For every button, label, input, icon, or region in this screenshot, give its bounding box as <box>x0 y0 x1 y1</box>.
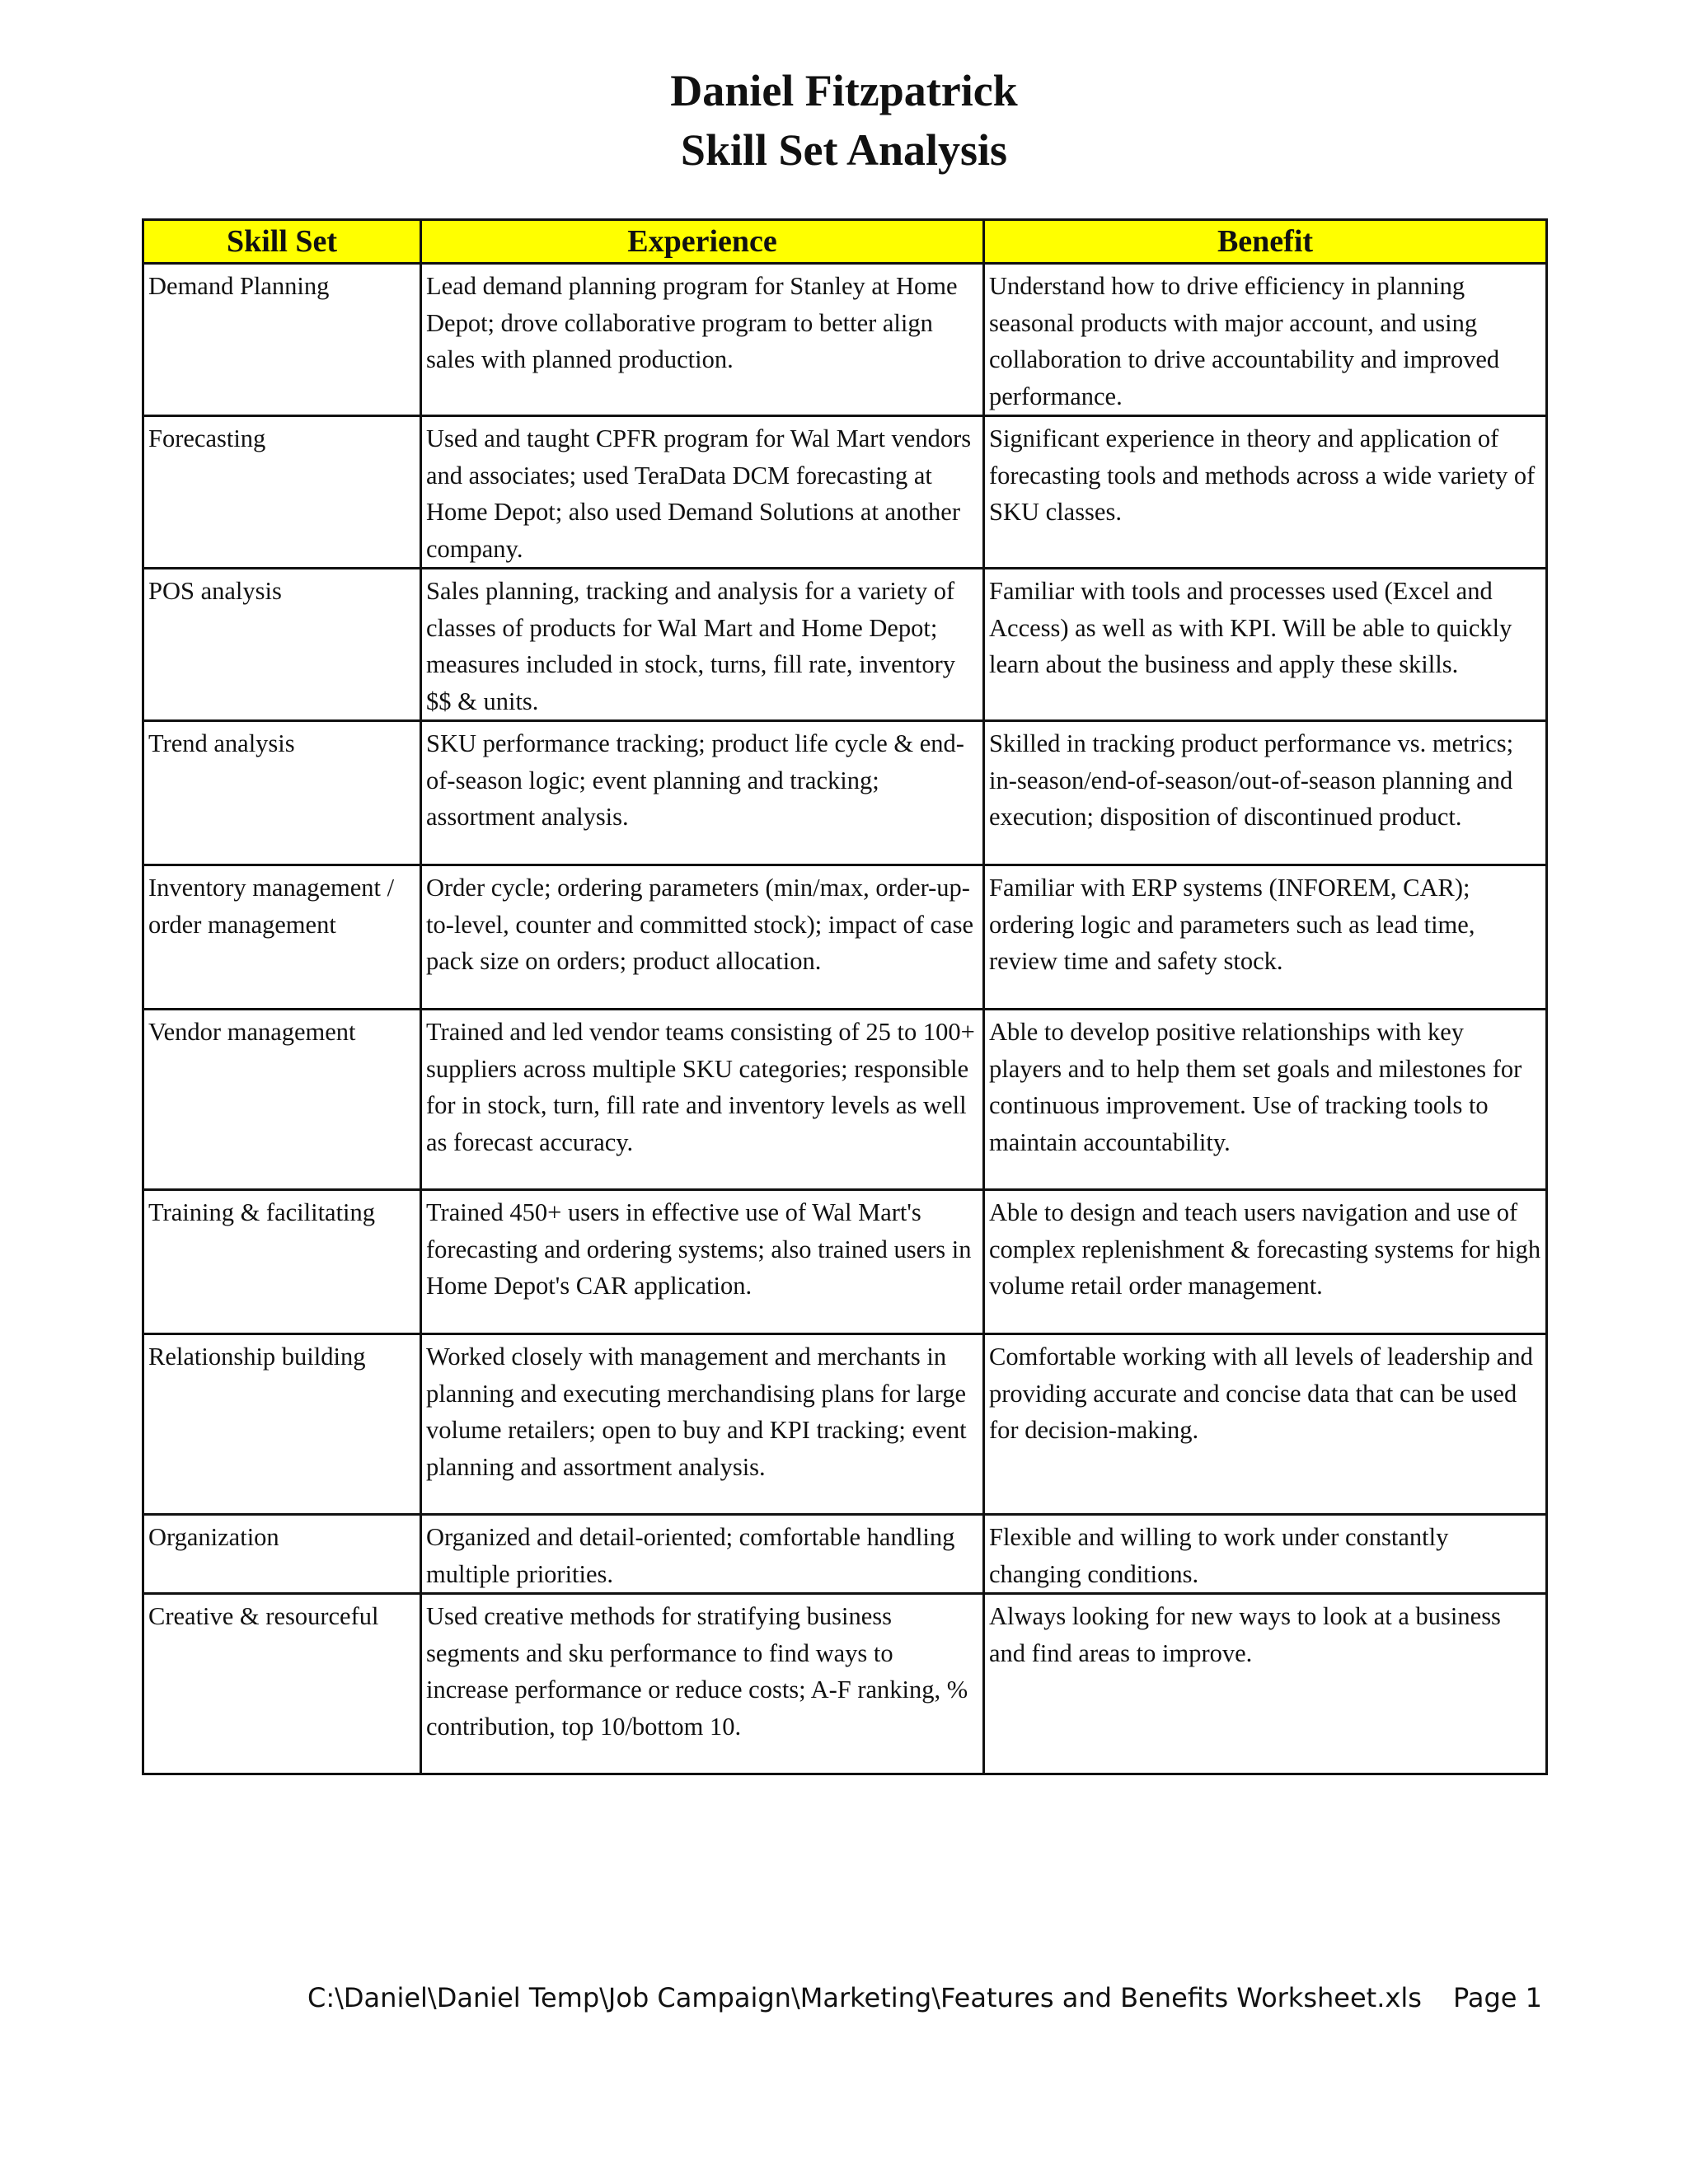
skill-cell: Creative & resourceful <box>143 1594 421 1774</box>
file-path-footer: C:\Daniel\Daniel Temp\Job Campaign\Marketing\Features and Benefits Worksheet.xls <box>307 1982 1422 2013</box>
experience-cell: Organized and detail-oriented; comfortable handling multiple priorities. <box>421 1515 984 1594</box>
table-row <box>143 1515 1547 1594</box>
skill-cell: Vendor management <box>143 1010 421 1190</box>
benefit-cell: Comfortable working with all levels of leadership and providing accurate and concise data that can be used for decision-making. <box>984 1334 1547 1515</box>
skill-cell: Forecasting <box>143 416 421 569</box>
benefit-cell: Familiar with ERP systems (INFOREM, CAR); ordering logic and parameters such as lead time, review time and safety stock. <box>984 865 1547 1010</box>
skill-cell: Inventory management / order management <box>143 865 421 1010</box>
experience-cell: Used and taught CPFR program for Wal Mart vendors and associates; used TeraData DCM forecasting at Home Depot; also used Demand Solutions at another company. <box>421 416 984 569</box>
benefit-cell: Always looking for new ways to look at a business and find areas to improve. <box>984 1594 1547 1774</box>
table-row <box>143 416 1547 569</box>
document-title: Skill Set Analysis <box>680 125 1008 175</box>
page-number: Page 1 <box>1453 1982 1542 2013</box>
experience-cell: Trained 450+ users in effective use of Wal Mart's forecasting and ordering systems; also trained users in Home Depot's CAR application. <box>421 1190 984 1334</box>
experience-cell: Trained and led vendor teams consisting of 25 to 100+ suppliers across multiple SKU categories; responsible for in stock, turn, fill rate and inventory levels as well as forecast accuracy. <box>421 1010 984 1190</box>
skill-cell: POS analysis <box>143 569 421 721</box>
column-header-skill-set: Skill Set <box>143 220 421 264</box>
skill-cell: Relationship building <box>143 1334 421 1515</box>
table-row <box>143 1190 1547 1334</box>
column-header-experience: Experience <box>421 220 984 264</box>
table-row <box>143 1334 1547 1515</box>
table-row <box>143 865 1547 1010</box>
experience-cell: SKU performance tracking; product life cycle & end-of-season logic; event planning and tracking; assortment analysis. <box>421 721 984 865</box>
experience-cell: Used creative methods for stratifying business segments and sku performance to find ways to increase performance or reduce costs; A-F ranking, % contribution, top 10/bottom 10. <box>421 1594 984 1774</box>
column-header-benefit: Benefit <box>984 220 1547 264</box>
experience-cell: Worked closely with management and merchants in planning and executing merchandising plans for large volume retailers; open to buy and KPI tracking; event planning and assortment analysis. <box>421 1334 984 1515</box>
table-header-row <box>143 220 1547 264</box>
skill-cell: Organization <box>143 1515 421 1594</box>
page-header <box>0 61 1688 180</box>
benefit-cell: Significant experience in theory and application of forecasting tools and methods across a wide variety of SKU classes. <box>984 416 1547 569</box>
benefit-cell: Understand how to drive efficiency in planning seasonal products with major account, and using collaboration to drive accountability and improved performance. <box>984 264 1547 416</box>
experience-cell: Sales planning, tracking and analysis for a variety of classes of products for Wal Mart and Home Depot; measures included in stock, turns, fill rate, inventory $$ & units. <box>421 569 984 721</box>
benefit-cell: Familiar with tools and processes used (Excel and Access) as well as with KPI. Will be able to quickly learn about the business and apply these skills. <box>984 569 1547 721</box>
benefit-cell: Skilled in tracking product performance vs. metrics; in-season/end-of-season/out-of-season planning and execution; disposition of discontinued product. <box>984 721 1547 865</box>
skill-cell: Trend analysis <box>143 721 421 865</box>
table-row <box>143 1010 1547 1190</box>
benefit-cell: Able to develop positive relationships with key players and to help them set goals and milestones for continuous improvement. Use of tracking tools to maintain accountability. <box>984 1010 1547 1190</box>
skill-cell: Demand Planning <box>143 264 421 416</box>
experience-cell: Order cycle; ordering parameters (min/max, order-up-to-level, counter and committed stock); impact of case pack size on orders; product allocation. <box>421 865 984 1010</box>
skill-set-table <box>142 218 1548 1775</box>
table-row <box>143 264 1547 416</box>
table-row <box>143 569 1547 721</box>
table-row <box>143 721 1547 865</box>
table-row <box>143 1594 1547 1774</box>
benefit-cell: Flexible and willing to work under constantly changing conditions. <box>984 1515 1547 1594</box>
experience-cell: Lead demand planning program for Stanley at Home Depot; drove collaborative program to better align sales with planned production. <box>421 264 984 416</box>
benefit-cell: Able to design and teach users navigation and use of complex replenishment & forecasting systems for high volume retail order management. <box>984 1190 1547 1334</box>
person-name: Daniel Fitzpatrick <box>670 66 1018 115</box>
skill-cell: Training & facilitating <box>143 1190 421 1334</box>
